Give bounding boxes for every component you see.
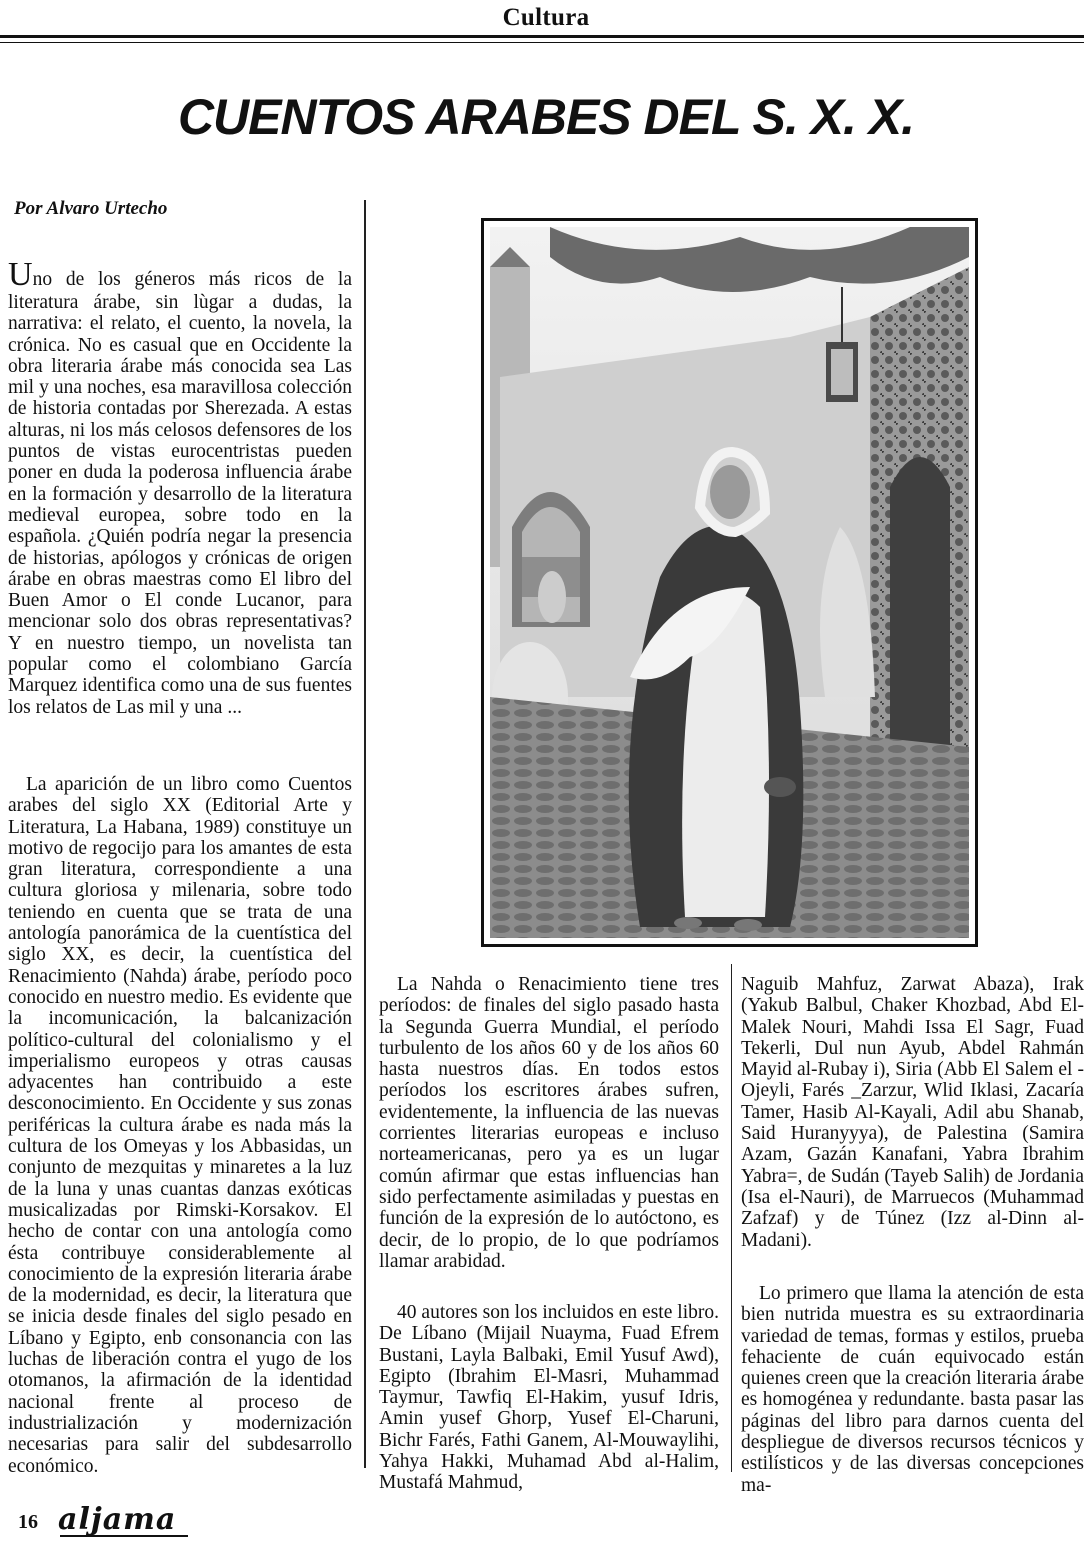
- article-illustration: [481, 218, 978, 947]
- article-column-2-text-cont: [379, 1302, 719, 1494]
- paragraph: La aparición de un libro como Cuentos arabes del siglo XX (Editorial Arte y Literatura, La Habana, 1989) constituye un motivo de regocijo para los amantes de esta gran literatura, correspondiente a una cultura gloriosa y milenaria, sobre todo teniendo en cuenta que se trata de una antología panorámica de la cuentística del siglo XX, es decir, la cuentística del Renacimiento (Nahda) árabe, período poco conocido en nuestro medio. Es evidente que la incomunicación, la balcanización político-cultural del colonialismo y el imperialismo europeos y otras causas adyacentes han contribuido a este desconocimiento. En Occidente y sus zonas periféricas la cultura árabe es nada más la cultura de los Omeyas y los Abbasidas, un conjunto de mezquitas y minaretes a la luz de la luna y unas cuantas danzas exóticas musicalizadas por Rimski-Korsakov. El hecho de contar con una antología como ésta contribuye considerablemente al conocimiento de la expresión literaria árabe de la modernidad, es decir, la literatura que se inicia desde finales del siglo pesado en Líbano y Egipto, enb consonancia con las luchas de liberación contra el yugo de los otomanos, la afirmación de la identidad nacional frente al proceso de industrialización y modernización necesarias para salir del subdesarrollo económico.: [8, 774, 352, 1477]
- column-divider: [364, 200, 366, 1468]
- page-number: 16: [18, 1511, 38, 1533]
- section-label: Cultura: [502, 4, 590, 31]
- article-column-2-text: [379, 974, 719, 1272]
- article-column-3-text: [741, 974, 1084, 1251]
- paragraph: Lo primero que llama la atención de esta bien nutrida muestra es su extraordinaria variedad de temas, formas y estilos, prueba fehaciente de cuán equivocado están quienes creen que la creación literaria árabe es homogénea y redundante. basta pasar las páginas del libro para darnos cuenta del despliegue de diversos recursos técnicos y estilísticos y de las diversas concepciones ma-: [741, 1283, 1084, 1496]
- drop-cap: U: [8, 256, 33, 293]
- paragraph: La Nahda o Renacimiento tiene tres períodos: de finales del siglo pasado hasta la Segunda Guerra Mundial, el período turbulento de los años 60 y de los años 60 hasta nuestros días. En todos estos períodos los escritores árabes sufren, evidentemente, la influencia de las nuevas corrientes literarias europeas e incluso norteamericanas, pero ya es un lugar común afirmar que estas influencias han sido perfectamente asimiladas y puestas en función de la expresión de lo autóctono, es decir, de lo propio, de lo que podríamos llamar arabidad.: [379, 974, 719, 1272]
- article-column-1-text: [8, 258, 352, 718]
- paragraph: Naguib Mahfuz, Zarwat Abaza), Irak (Yakub Balbul, Chaker Khozbad, Abd El-Malek Nouri, Mahdi Issa El Sagr, Fuad Tekerli, Dul nun Ayub, Abdel Rahmán Mayid al-Rubay i), Siria (Abb El Salem el -Ojeyli, Farés _Zarzur, Wlid Iklasi, Zacaría Tamer, Hasib Al-Kayali, Adil abu Shanab, Said Huranyyya), de Palestina (Samira Azam, Gazán Kanafani, Yabra Ibrahim Yabra=, de Sudán (Tayeb Salih) de Jordania (Isa el-Nauri), de Marruecos (Muhammad Zafzaf) y de Túnez (Izz al-Dinn al-Madani).: [741, 974, 1084, 1251]
- article-column-3-text-cont: [741, 1283, 1084, 1496]
- painting-image: [490, 227, 969, 938]
- magazine-logo: aljama: [58, 1502, 177, 1537]
- header-rule: [0, 35, 1084, 38]
- paragraph: no de los géneros más ricos de la literatura árabe, sin lùgar a dudas, la narrativa: el relato, el cuento, la novela, la crónica. No es casual que en Occidente la obra literaria árabe más conocida sea Las mil y una noches, esa maravillosa colección de historia contadas por Sherezada. A estas alturas, ni los más celosos defensores de los puntos de vistas eurocentristas pueden poner en duda la poderosa influencia árabe en la formación y desarrollo de la literatura medieval europea, sobre todo en la española. ¿Quién podría negar la presencia de historias, apólogos y crónicas de origen árabe en obras maestras como El libro del Buen Amor o El conde Lucanor, para mencionar solo dos obras representativas? Y en nuestro tiempo, un novelista tan popular como el colombiano García Marquez identifica como una de sus fuentes los relatos de Las mil y una ...: [8, 269, 352, 718]
- logo-underline: [60, 1535, 188, 1537]
- header-rule-thin: [0, 42, 1084, 43]
- article-byline: Por Alvaro Urtecho: [14, 198, 168, 219]
- column-divider-lower: [731, 964, 732, 1472]
- paragraph: 40 autores son los incluidos en este libro. De Líbano (Mijail Nuayma, Fuad Efrem Bustani, Layla Balbaki, Emil Yusuf Awd), Egipto (Ibrahim El-Masri, Muhammad Taymur, Tawfiq El-Hakim, yusuf Idris, Amin yusef Ghorp, Yusef El-Charuni, Bichr Farés, Fathi Ganem, Al-Mouwaylihi, Yahya Hakki, Muhamad Abd al-Halim, Mustafá Mahmud,: [379, 1302, 719, 1494]
- article-column-1-text-cont: [8, 774, 352, 1477]
- article-title: CUENTOS ARABES DEL S. X. X.: [177, 89, 915, 145]
